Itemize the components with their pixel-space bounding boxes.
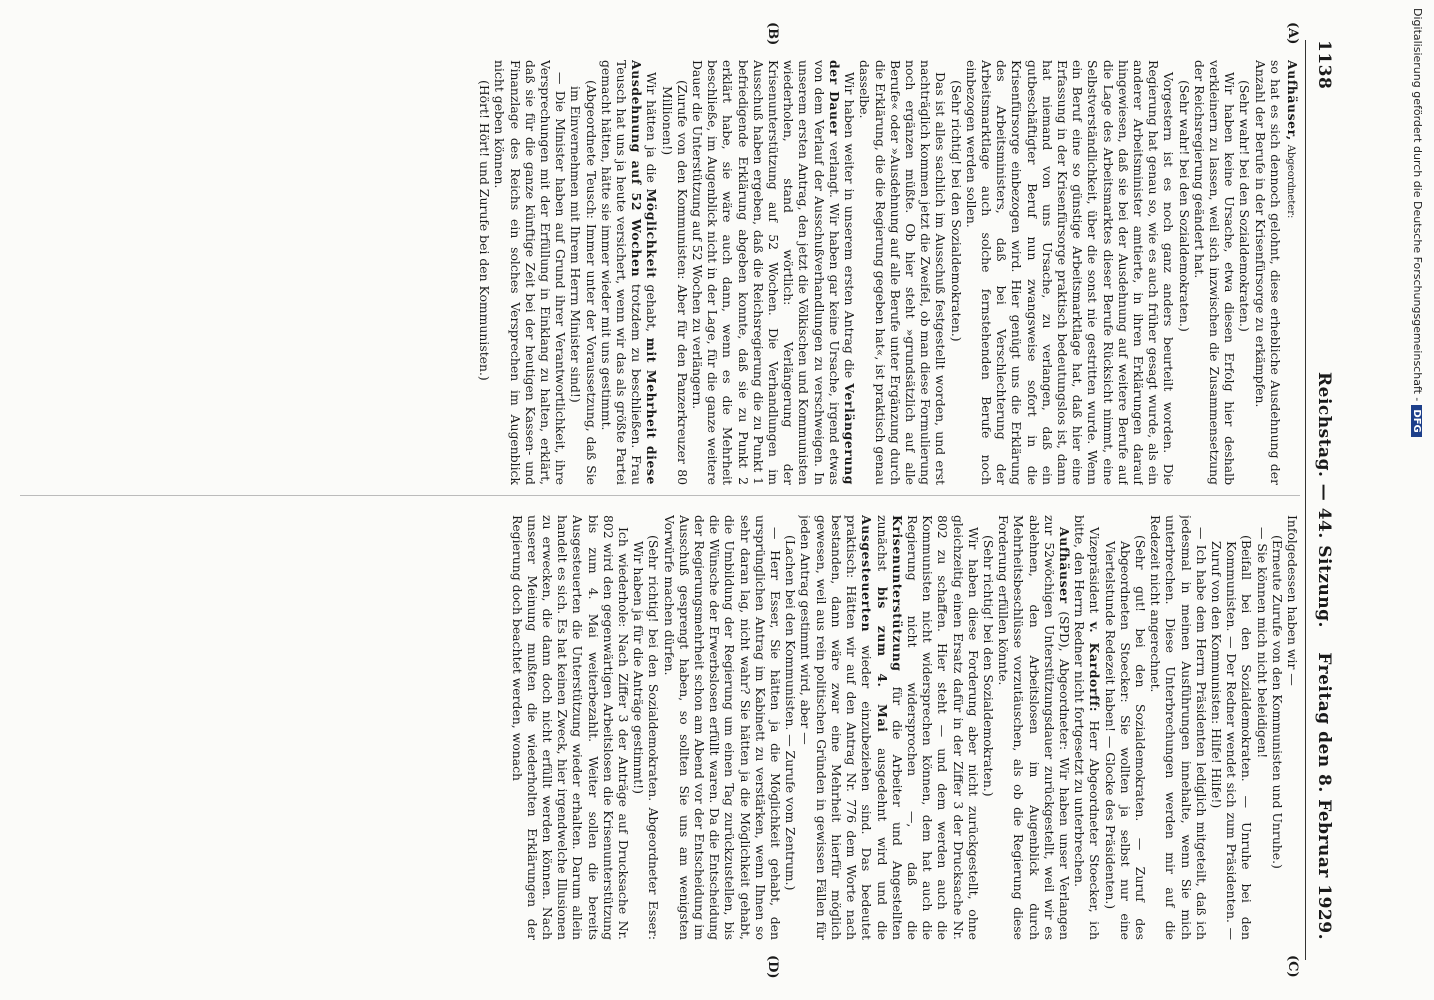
interjection: (Abgeordnete Teusch: Immer unter der Voraussetzung, daß Sie im Einvernehmen mit Ihrem Herrn Minister sind!) [568,80,599,485]
header-session: Reichstag. — 44. Sitzung. [1314,372,1334,628]
interjection: (Erneute Zurufe von den Kommunisten und Unruhe.) [1269,535,1285,869]
text-run: gehabt, [644,278,660,338]
paragraph: Ich wiederhole: Nach Ziffer 3 der Anträge auf Drucksache Nr. 802 wird den gegenwärtigen Arbeitslosen die Krisenunterstützung bis zum 4. Mai weiterbezahlt. Weiter sollen die bereits Ausgesteuerten die Unterstützung wieder erhalten. Darum allein handelt es sich. Es hat keinen Zweck, hier irgendwelche Illusionen zu erwecken, die dann doch nicht erfüllt werden können. Nach unserer Meinung mußten die wiederholten Erklärungen der Regierung doch beachtet werden, wonach [509,515,632,940]
text-run-bold: Krisenunterstützung [889,515,905,672]
speaker-line [1283,60,1300,485]
paragraph: Infolgedessen haben wir — [1285,515,1300,686]
paragraph: — Sie können mich nicht beleidigen! [1254,527,1270,759]
margin-mark-a: (A) [1285,22,1300,45]
text-run: (SPD), Abgeordneter: Wir haben unser Verlangen zur 52wöchigen Unterstützungsdauer zurückgestellt, weil wir es ablehnen, den Arbeitslosen im Augenblick durch Mehrheitsbeschlüsse vorzutäuschen, als ob die Regierung diese Forderung erfüllen könnte. [996,515,1072,940]
paragraph: Das ist alles sachlich im Ausschuß festgestellt worden, und erst nachträglich kommen jetzt die Zweifel, ob man diese Formulierung noch ergänzen müßte. Ob hier steht »grundsätzlich auf alle Berufe« oder »Ausdehnung auf alle Berufe unter Ergänzung durch die Erklärung, die die Regierung gegeben hat«, ist praktisch genau dasselbe. [857,60,949,485]
text-run: verlangt. Wir haben gar keine Ursache, irgend etwas von dem Verlauf der Ausschußverhandlungen zu verschweigen. In unserem ersten Antrag, den jetzt die Völkischen und Kommunisten wiederholen, stand wörtlich: Verlängerung der Krisenunterstützung auf 52 Wochen. Die Verhandlungen im Ausschuß haben ergeben, daß die Reichsregierung die zu Punkt 1 befriedigende Erklärung abgeben konnte, daß sie zu Punkt 2 erklärt habe, sie wäre auch dann, wenn es die Mehrheit beschließe, im Augenblick nicht in der Lage, für die ganze weitere Dauer die Unterstützung auf 52 Wochen zu verlängern. [690,60,842,485]
paragraph-composite [599,60,660,485]
paragraph: — Herr Esser, Sie hätten ja die Möglichkeit gehabt, den ursprünglichen Antrag im Kabinett zu verstärken, wenn Ihnen so sehr daran lag, nicht wahr? Sie hätten ja die Möglichkeit gehabt, die Umbildung der Regierung um einen Tag zurückzustellen, bis die Wünsche der Erwerbslosen erfüllt waren. Da die Entscheidung der Regierungsmehrheit schon am Abend vor der Entscheidung im Ausschuß gesprengt haben, so sollten Sie uns am wenigsten Vorwürfe machen dürfen. [661,515,784,940]
interjection: (Sehr wahr! bei den Sozialdemokraten.) [1176,80,1192,332]
interjection: (Sehr wahr! bei den Sozialdemokraten.) [1237,80,1253,332]
paragraph-composite [996,515,1072,940]
interjection: (Lachen bei den Kommunisten. — Zurufe vom Zentrum.) [783,535,799,891]
text-run: Wir haben diese Forderung aber nicht zurückgestellt, ohne gleichzeitig einen Ersatz dafür in der Ziffer 3 der Drucksache Nr. 802 zu schaffen. Hier steht — und dem werden auch die Kommunisten nicht widersprechen können, dem hat auch die Regierung nicht widersprochen —, daß die [904,515,981,940]
text-run-bold: v. Kardorff: [1087,621,1103,713]
right-column [10,515,1300,940]
speaker-name: Aufhäuser [1056,527,1072,604]
text-run: trotzdem zu beschließen. Frau Teusch hat uns ja heute versichert, wenn wir das als größte Partei gemacht hätten, hätte sie immer wieder mit uns gestimmt. [598,60,645,485]
text-run: wieder einzubeziehen sind. Das bedeutet praktisch: Hätten wir auf den Antrag Nr. 776 dem Worte nach bestanden, dann wäre zwar eine Mehrheit hierfür möglich gewesen, weil aus rein politischen Gründen in gewissen Fällen für jeden Antrag gestimmt wird, aber — [798,515,875,940]
interjection: (Sehr gut! bei den Sozialdemokraten. — Zuruf des Abgeordneten Stoecker: Sie wollten ja selbst nur eine Viertelstunde Redezeit haben! — Glocke des Präsidenten.) [1102,535,1148,940]
column-divider [20,495,1300,496]
interjection: (Sehr richtig! bei den Sozialdemokraten.) [948,80,964,342]
left-column [10,60,1300,485]
paragraph-composite [690,60,857,485]
text-run: ausgedehnt wird und die [874,732,890,940]
page-number: 1138 [1314,40,1334,90]
paragraph: Vorgestern ist es noch ganz anders beurteilt worden. Die Regierung hat genau so, wie es auch früher gesagt wurde, als ein anderer Arbeitsminister amtierte, in ihren Erklärungen darauf hingewiesen, daß sie bei der Ausdehnung auf weitere Berufe auf die Lage des Arbeitsmarktes dieser Berufe Rücksicht nimmt, eine Selbstverständlichkeit, über die sonst nie gestritten wurde. Wenn ein Beruf eine so günstige Arbeitsmarktlage hat, daß hier eine Erfassung in der Krisenfürsorge praktisch bedeutungslos ist, dann hat niemand von uns Ursache, zu verlangen, daß ein gutbeschäftigter Beruf nun zwangsweise sofort in die Krisenfürsorge einbezogen wird. Hier genügt uns die Erklärung des Arbeitsministers, daß bei Verschlechterung der Arbeitsmarktlage auch solche fernstehenden Berufe noch einbezogen werden sollen. [963,60,1177,485]
paragraph: so hat es sich dennoch gelohnt, diese erhebliche Ausdehnung der Anzahl der Berufe in der Krisenfürsorge zu erkämpfen. [1252,60,1283,485]
credit-text: Digitalisierung gefördert durch die Deutsche Forschungsgemeinschaft - [1411,8,1424,402]
interjection: (Hört! Hört! und Zurufe bei den Kommunisten.) [477,80,493,381]
running-header [1308,40,1340,960]
dfg-badge: DFG [1411,405,1422,436]
text-run: Vizepräsident [1087,527,1103,622]
margin-mark-d: (D) [765,955,780,979]
header-rule [1305,40,1306,960]
text-run-bold: Verlängerung der Dauer [826,60,858,485]
paragraph-composite [798,515,980,940]
text-run: Wir haben weiter in unserem ersten Antrag die [842,72,858,384]
text-run: Herr Abgeordneter Stoecker, ich bitte, den Herrn Redner nicht fortgesetzt zu unterbrechen. [1072,515,1103,940]
speaker-role: Abgeordneter: [1285,144,1296,219]
digitization-credit [1411,8,1424,437]
rotated-page-content [0,22,1340,979]
interjection: (Sehr richtig! bei den Sozialdemokraten. Abgeordneter Esser: Wir haben ja für die Anträge gestimmt!) [631,535,662,940]
text-run: für die Arbeiter und Angestellten zunächst [874,515,905,940]
margin-mark-c: (C) [1285,955,1300,978]
text-run-bold: bis zum 4. Mai [874,586,890,733]
paragraph: — Die Minister haben auf Grund ihrer Verantwortlichkeit, ihre Versprechungen mit der Erfüllung in Einklang zu halten, erklärt, daß sie für die ganze künftige Zeit bei der heutigen Kassen- und Finanzlage des Reichs ein solches Versprechen im Augenblick nicht geben können. [492,60,569,485]
paragraph-composite [1072,515,1102,940]
interjection: (Beifall bei den Sozialdemokraten. — Unruhe bei den Kommunisten. — Der Redner wendet sich zum Präsidenten. — Zuruf von den Kommunisten: Hilfe! Hilfe!) [1208,535,1255,940]
paragraph: Wir haben keine Ursache, etwa diesen Erfolg hier deshalb verkleinern zu lassen, weil sich inzwischen die Zusammensetzung der Reichsregierung geändert hat. [1191,60,1238,485]
paragraph: — Ich habe dem Herrn Präsidenten lediglich mitgeteilt, daß ich jedesmal in meinen Ausführungen innehalte, wenn Sie mich unterbrechen. Diese Unterbrechungen werden mir auf die Redezeit nicht angerechnet. [1148,515,1209,940]
interjection: (Zurufe von den Kommunisten: Aber für den Panzerkreuzer 80 Millionen!) [659,80,690,485]
text-run-bold: Möglichkeit [644,188,660,279]
text-run-bold: mit Mehrheit diese Ausdehnung auf 52 Wochen [629,60,660,485]
header-date: Freitag den 8. Februar 1929. [1314,652,1334,940]
margin-mark-b: (B) [765,22,780,46]
text-run-bold: Ausgesteuerten [859,515,875,633]
speaker-name: Aufhäuser, [1285,60,1300,141]
text-run: Wir hätten ja die [644,72,660,189]
interjection: (Sehr richtig! bei den Sozialdemokraten.) [980,535,996,797]
